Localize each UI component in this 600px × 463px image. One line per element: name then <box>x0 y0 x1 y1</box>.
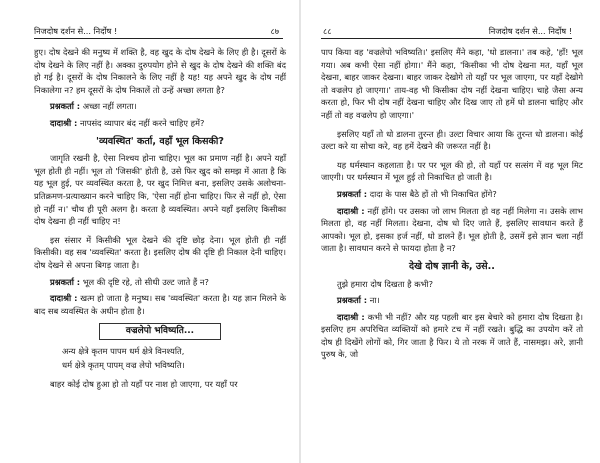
section-heading: 'व्यवस्थित' कर्ता, वहाँ भूल किसकी? <box>96 135 224 147</box>
answer-text: नहीं होंगे। पर उसका जो लाभ मिलता हो वह नहीं मिलेगा न। उसके लाभ मिलता हो, वह नहीं मिलता। देखना, दोष धो दिए जाते हैं, इसलिए सावधान करते हैं आपको। भूल हो, इसका हर्ज नहीं, धो डालने हैं। भूल होती है, उसमें इसे ज्ञान चला नहीं जाता है। सावधान करने से फायदा होता है न? <box>321 205 584 254</box>
left-page-content <box>34 46 286 391</box>
answer <box>321 205 583 255</box>
question-text: दादा के पास बैठे हों तो भी निकाचित होंगे? <box>369 188 497 199</box>
speaker-label: प्रश्नकर्ता : <box>337 295 368 306</box>
answer <box>321 311 583 361</box>
page-number: ८८ <box>323 26 332 36</box>
paragraph: इस संसार में किसीकी भूल देखने की दृष्टि छोड़ देना। भूल होती ही नहीं किसीकी। वह सब 'व्यवस्थित' करता है। इसलिए दोष की दृष्टि ही निकाल देनी चाहिए। दोष देखने से अपना बिगड़ जाता है। <box>34 234 286 270</box>
answer-text: नापसंद व्यापार बंद नहीं करने चाहिए हमें? <box>79 117 205 128</box>
running-title: निजदोष दर्शन से... निर्दोष ! <box>488 26 572 36</box>
boxed-section-heading: वज्रलेपो भविष्यति... <box>99 323 221 340</box>
speaker-label: प्रश्नकर्ता : <box>50 101 81 112</box>
section-heading: देखे दोष ज्ञानी के, उसे.. <box>409 260 495 272</box>
verse-line: धर्म क्षेत्रे कृतम् पापम् वज्र लेपो भविष्यति। <box>62 360 185 371</box>
question-text: तुझे हमारा दोष दिखता है कभी? <box>337 278 433 289</box>
speaker-label: प्रश्नकर्ता : <box>337 188 368 199</box>
question <box>321 294 583 307</box>
question <box>34 276 286 289</box>
left-page-header <box>34 26 283 39</box>
paragraph: यह धर्मस्थान कहलाता है। पर पर भूल की हो, तो यहाँ पर सत्संग में वह भूल मिट जाएगी। पर धर्मस्थान में भूल हुई तो निकाचित हो जाती है। <box>321 159 583 183</box>
question-text: अच्छा नहीं लगता। <box>82 101 137 112</box>
left-page <box>0 0 299 463</box>
question <box>34 100 286 113</box>
page-number: ८७ <box>270 26 279 36</box>
paragraph: हुए। दोष देखने की मनुष्य में शक्ति है, वह खुद के दोष देखने के लिए ही है। दूसरों के दोष देखने के लिए नहीं है। अक्का दुरुपयोग होने से खुद के दोष देखने की शक्ति बंद हो गई है। दूसरों के दोष निकालने के लिए नहीं है यह! यह अपने खुद के दोष नहीं निकालेगा न? हम दूसरों के दोष निकालें तो उन्हें अच्छा लगता है? <box>34 47 286 95</box>
speaker-label: दादाश्री : <box>337 205 365 216</box>
answer-text: कभी भी नहीं? और यह पहली बार इस बेचारे को हमारा दोष दिखता है। इसलिए हम अपरिचित व्यक्तियों को हमारे टच में नहीं रखते। बुद्धि का उपयोग करें तो दोष ही दिखेंगे लोगों को, गिर जाता है फिर। ये तो नरक में जाते हैं, नासमझ। अरे, ज्ञानी पुरुष के, जो <box>321 311 583 360</box>
answer <box>34 292 286 317</box>
answer-text: खत्म हो जाता है मनुष्य। सब 'व्यवस्थित' करता है। यह ज्ञान मिलने के बाद सब व्यवस्थित के अधीन होता है। <box>34 293 287 316</box>
speaker-label: प्रश्नकर्ता : <box>50 276 81 287</box>
verse-line: अन्य क्षेत्रे कृतम पापम धर्म क्षेत्रे विनश्यति, <box>62 345 185 356</box>
paragraph: बाहर कोई दोष हुआ हो तो यहाँ पर नाश हो जाएगा, पर यहाँ पर <box>50 379 238 390</box>
paragraph: जागृति रखनी है, ऐसा निश्चय होना चाहिए। भूल का प्रमाण नहीं है। अपने यहाँ भूल होती ही नहीं। भूल तो 'जिसकी' होती है, उसे फिर खुद को समझ में आता है कि यह भूल हुई, पर व्यवस्थित करता है, पर खुद निमित्त बना, इसलिए उसके अलोचना-प्रतिक्रमण-प्रत्याख्यान करने चाहिए कि, 'ऐसा नहीं होना चाहिए। फिर से नहीं हो, ऐसा हो नहीं न।' चौथ ही पूरी अलग है। करता है व्यवस्थित। अपने यहाँ इसलिए किसीका दोष देखना ही नहीं चाहिए न! <box>34 153 286 227</box>
answer <box>34 117 286 130</box>
paragraph: पाप किया वह 'वज्रलेपो भविष्यति।' इसलिए मैंने कहा, 'धो डालना।' तब कहे, 'हाँ! भूल गया। अब कभी ऐसा नहीं होगा।' मैंने कहा, 'किसीका भी दोष देखना मत, यहाँ भूल देखना, बाहर जाकर देखना। बाहर जाकर देखोगे तो यहाँ पर भूल जाएगा, पर यहाँ देखोगे तो वज्रलेप हो जाएगा।' ताय-वह भी किसीका दोष नहीं देखना चाहिए। चाहे जैसा अन्य करता हो, फिर भी दोष नहीं देखना चाहिए और दिख जाए तो हमें धो डालना चाहिए और नहीं तो वह वज्रलेप हो जाएगा।' <box>321 47 583 120</box>
speaker-label: दादाश्री : <box>50 293 78 304</box>
speaker-label: दादाश्री : <box>50 117 78 128</box>
question-text: भूल की दृष्टि रहे, तो सीधी उल्ट जाते हैं न? <box>82 276 209 287</box>
right-page-content <box>321 46 583 361</box>
right-page-header <box>321 26 572 39</box>
question-text: ना। <box>369 295 380 306</box>
speaker-label: दादाश्री : <box>337 311 365 322</box>
running-title: निजदोष दर्शन से... निर्दोष ! <box>34 26 118 36</box>
paragraph: इसलिए यहाँ तो धो डालना तुरन्त ही। उल्टा विचार आया कि तुरन्त धो डालना। कोई उल्टा करे या सोचा करे, वह हमें देखने की जरूरत नहीं है। <box>321 128 583 152</box>
question <box>321 188 583 201</box>
right-page <box>301 0 600 463</box>
